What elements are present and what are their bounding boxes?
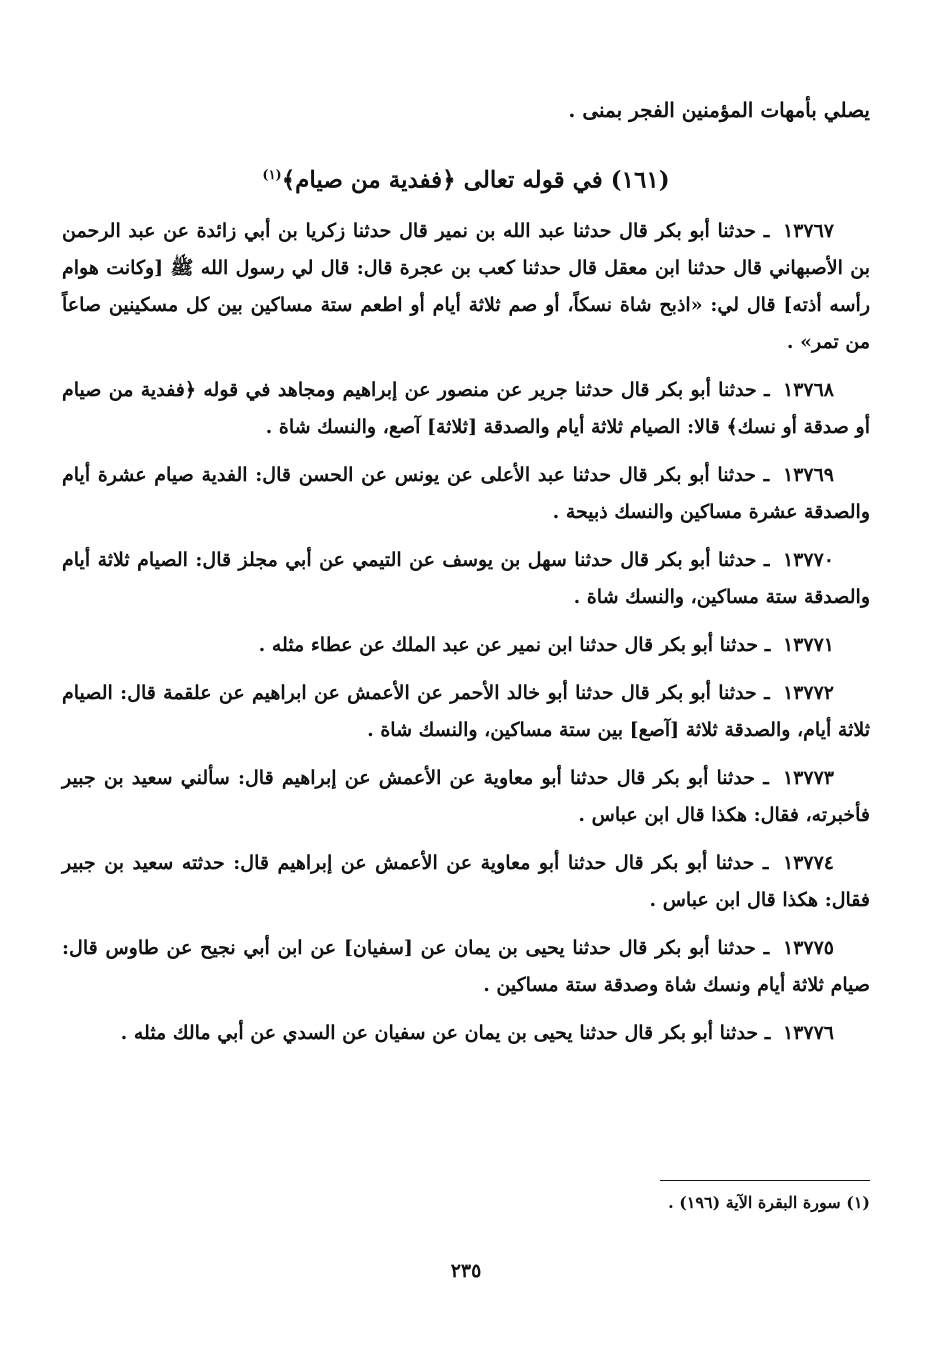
hadith-text: ـ حدثنا أبو بكر قال حدثنا عبد الأعلى عن يونس عن الحسن قال: الفدية صيام عشرة أيام والصدقة عشرة مساكين والنسك ذبيحة . (62, 463, 870, 523)
hadith-13776 (62, 1015, 870, 1052)
hadith-13774 (62, 845, 870, 919)
hadith-text: ـ حدثنا أبو بكر قال حدثنا يحيى بن يمان عن [سفيان] عن ابن أبي نجيح عن طاوس قال: صيام ثلاثة أيام ونسك شاة وصدقة ستة مساكين . (62, 936, 870, 996)
hadith-13767 (62, 213, 870, 361)
hadith-text: ـ حدثنا أبو بكر قال حدثنا ابن نمير عن عبد الملك عن عطاء مثله . (258, 633, 771, 656)
hadith-text: ـ حدثنا أبو بكر قال حدثنا عبد الله بن نمير قال حدثنا زكريا بن أبي زائدة عن عبد الرحمن بن الأصبهاني قال حدثنا ابن معقل قال حدثنا كعب بن عجرة قال: قال لي رسول الله ﷺ [وكانت هوام رأسه أذته] قال لي: «اذبح شاة نسكاً، أو صم ثلاثة أيام أو اطعم ستة مساكين بين كل مسكينين صاعاً من تمر» . (62, 219, 870, 353)
chapter-heading-text: (١٦١) في قوله تعالى ﴿ففدية من صيام﴾ (281, 166, 670, 194)
footnote-divider (660, 1180, 870, 1181)
hadith-text: ـ حدثنا أبو بكر قال حدثنا جرير عن منصور عن إبراهيم ومجاهد في قوله ﴿ففدية من صيام أو صدقة أو نسك﴾ قالا: الصيام ثلاثة أيام والصدقة [ثلاثة] آصع، والنسك شاة . (62, 378, 870, 438)
hadith-number: ١٣٧٧٤ (782, 851, 834, 874)
chapter-heading (62, 156, 870, 201)
hadith-number: ١٣٧٧٣ (782, 766, 834, 789)
hadith-number: ١٣٧٧٦ (782, 1021, 834, 1044)
hadith-13768 (62, 372, 870, 446)
footnote-ref: (١) (262, 168, 282, 183)
hadith-text: ـ حدثنا أبو بكر قال حدثنا أبو معاوية عن الأعمش عن إبراهيم قال: حدثته سعيد بن جبير فقال: هكذا قال ابن عباس . (62, 851, 870, 911)
hadith-number: ١٣٧٧٠ (782, 548, 834, 571)
hadith-13775 (62, 930, 870, 1004)
hadith-text: ـ حدثنا أبو بكر قال حدثنا أبو خالد الأحمر عن الأعمش عن ابراهيم عن علقمة قال: الصيام ثلاثة أيام، والصدقة ثلاثة [آصع] بين ستة مساكين، والنسك شاة . (62, 681, 870, 741)
hadith-number: ١٣٧٧١ (782, 633, 834, 656)
hadith-text: ـ حدثنا أبو بكر قال حدثنا أبو معاوية عن الأعمش عن إبراهيم قال: سألني سعيد بن جبير فأخبرته، فقال: هكذا قال ابن عباس . (62, 766, 870, 826)
hadith-text: ـ حدثنا أبو بكر قال حدثنا يحيى بن يمان عن سفيان عن السدي عن أبي مالك مثله . (120, 1021, 771, 1044)
hadith-13771 (62, 627, 870, 664)
hadith-number: ١٣٧٧٢ (782, 681, 834, 704)
hadith-13772 (62, 675, 870, 749)
page-body (62, 92, 870, 1292)
page-number: ٢٣٥ (450, 1260, 482, 1282)
hadith-number: ١٣٧٦٨ (782, 378, 834, 401)
hadith-13773 (62, 760, 870, 834)
hadith-13770 (62, 542, 870, 616)
intro-line: يصلي بأمهات المؤمنين الفجر بمنى . (568, 98, 870, 122)
hadith-number: ١٣٧٦٩ (782, 463, 834, 486)
hadith-text: ـ حدثنا أبو بكر قال حدثنا سهل بن يوسف عن التيمي عن أبي مجلز قال: الصيام ثلاثة أيام والصدقة ستة مساكين، والنسك شاة . (62, 548, 870, 608)
hadith-number: ١٣٧٧٥ (782, 936, 834, 959)
footnote: (١) سورة البقرة الآية (١٩٦) . (668, 1193, 870, 1212)
hadith-13769 (62, 457, 870, 531)
hadith-number: ١٣٧٦٧ (782, 219, 834, 242)
